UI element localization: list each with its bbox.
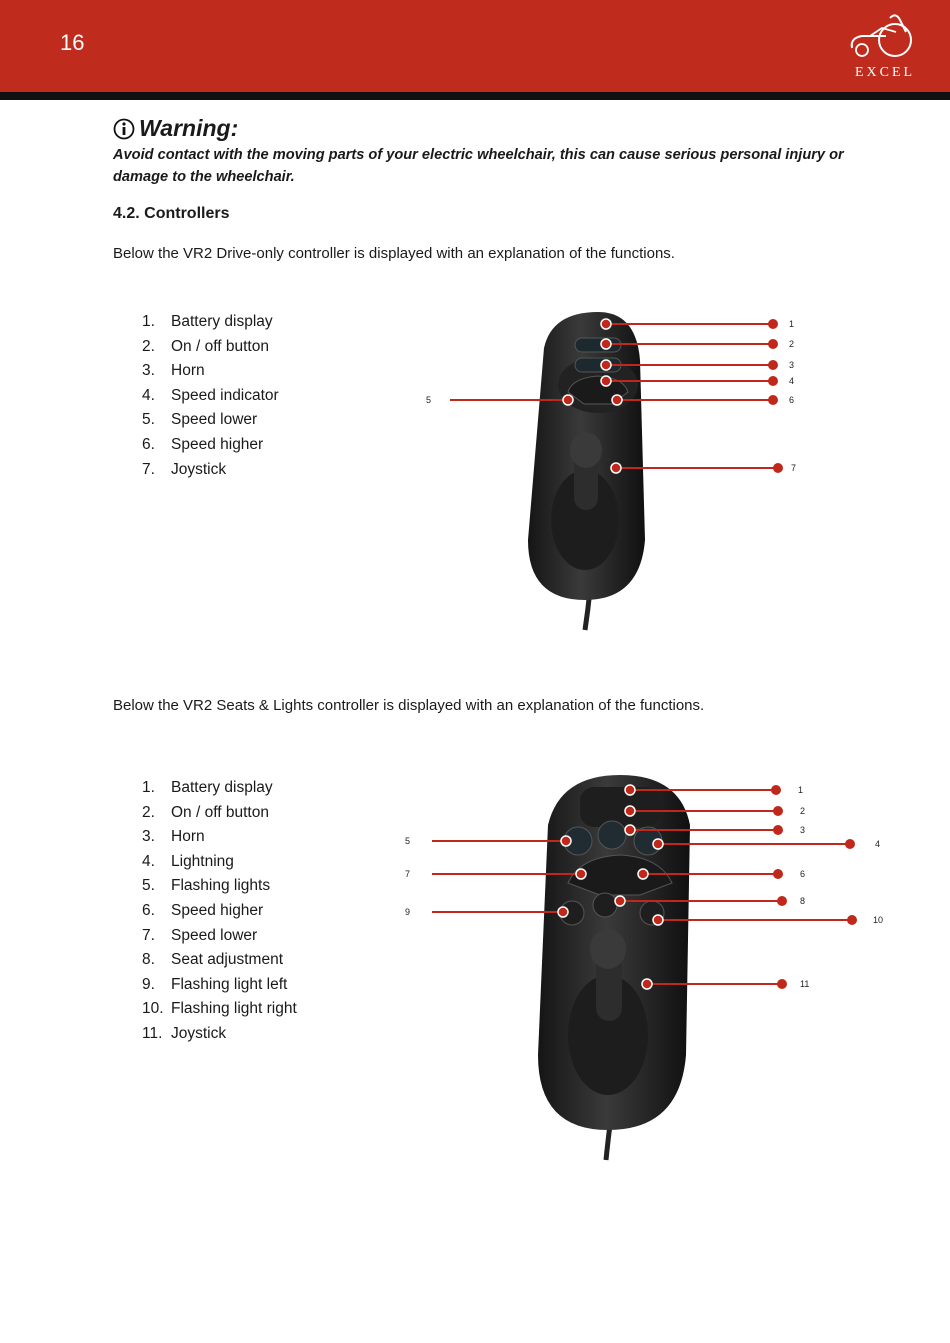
callout-dot: [773, 806, 783, 816]
list-item-label: On / off button: [171, 337, 269, 355]
callout-dot: [847, 915, 857, 925]
list-item-number: 8.: [142, 951, 155, 969]
list-item-label: Joystick: [171, 1024, 227, 1042]
excel-logo-icon: [840, 10, 930, 85]
list-item-number: 10.: [142, 1000, 164, 1018]
callout-dot: [576, 869, 586, 879]
callout-label: 1: [789, 319, 795, 329]
list-item-number: 2.: [142, 337, 155, 355]
callout-dot: [653, 915, 663, 925]
callout-dot: [611, 463, 621, 473]
list-item-number: 7.: [142, 926, 155, 944]
callout-dot: [773, 463, 783, 473]
callout-dot: [558, 907, 568, 917]
callout-dot: [773, 869, 783, 879]
list-item-label: Flashing light right: [171, 1000, 297, 1018]
callout-label: 9: [405, 907, 411, 917]
callout-dot: [642, 979, 652, 989]
list-item-label: Lightning: [171, 852, 234, 870]
list-item-number: 6.: [142, 901, 155, 919]
callout-dot: [638, 869, 648, 879]
callout-label: 6: [789, 395, 795, 405]
callout-label: 7: [405, 869, 411, 879]
callout-dot: [768, 339, 778, 349]
callout-dot: [563, 395, 573, 405]
warning-text: Avoid contact with the moving parts of your electric wheelchair, this can cause serious personal injury or damage to the wheelchair.: [113, 147, 844, 185]
callout-label: 2: [800, 806, 806, 816]
callout-label: 8: [800, 896, 806, 906]
list-item-label: Speed higher: [171, 435, 264, 453]
callout-dot: [625, 806, 635, 816]
list-item-label: Speed lower: [171, 926, 258, 944]
callout-dot: [768, 319, 778, 329]
callout-label: 2: [789, 339, 795, 349]
callout-dot: [777, 979, 787, 989]
callout-dot: [768, 376, 778, 386]
callout-label: 11: [800, 979, 810, 989]
list-item-label: Speed higher: [171, 901, 264, 919]
callout-dot: [768, 360, 778, 370]
callout-dot: [612, 395, 622, 405]
warning-title-text: Warning:: [139, 115, 239, 141]
list-item-label: Horn: [171, 828, 205, 846]
callout-dot: [771, 785, 781, 795]
callout-dot: [768, 395, 778, 405]
list-item-label: Speed indicator: [171, 386, 279, 404]
list-item-number: 1.: [142, 313, 155, 330]
list-item-label: Horn: [171, 362, 205, 380]
callout-label: 3: [789, 360, 795, 370]
callout-label: 3: [800, 825, 806, 835]
callout-dot: [773, 825, 783, 835]
callout-label: 1: [798, 785, 804, 795]
callout-label: 5: [426, 395, 432, 405]
callout-label: 7: [791, 463, 797, 473]
info-circle-icon: [113, 118, 135, 140]
list-item-label: On / off button: [171, 803, 269, 821]
callout-dot: [601, 339, 611, 349]
list-item-number: 11.: [142, 1024, 163, 1042]
list-item-label: Seat adjustment: [171, 951, 284, 969]
list-item-number: 1.: [142, 779, 155, 796]
list-item-number: 3.: [142, 362, 155, 380]
warning-title: [113, 115, 238, 142]
intro-seats: Below the VR2 Seats & Lights controller is displayed with an explanation of the functions.: [113, 697, 705, 714]
list-item-number: 6.: [142, 435, 155, 453]
list-item-label: Speed lower: [171, 411, 258, 429]
section-title: 4.2. Controllers: [113, 205, 230, 222]
list-item-number: 9.: [142, 975, 155, 993]
logo-text: EXCEL: [854, 65, 916, 80]
callout-label: 4: [789, 376, 795, 386]
header-rule: [0, 92, 950, 100]
list-item-label: Battery display: [171, 779, 273, 796]
intro-drive: Below the VR2 Drive-only controller is displayed with an explanation of the functions.: [113, 245, 675, 262]
list-item-number: 4.: [142, 852, 155, 870]
callout-dot: [625, 825, 635, 835]
list-item-label: Flashing lights: [171, 877, 271, 895]
list-item-number: 2.: [142, 803, 155, 821]
callout-dot: [777, 896, 787, 906]
callout-dot: [561, 836, 571, 846]
callout-label: 4: [875, 839, 881, 849]
list-item-number: 5.: [142, 411, 155, 429]
callout-label: 6: [800, 869, 806, 879]
list-item-number: 4.: [142, 386, 155, 404]
callout-dot: [601, 319, 611, 329]
list-item-number: 7.: [142, 460, 155, 478]
callout-dot: [653, 839, 663, 849]
list-item-number: 3.: [142, 828, 155, 846]
callout-label: 5: [405, 836, 411, 846]
callout-dot: [845, 839, 855, 849]
callout-dot: [625, 785, 635, 795]
callout-dot: [601, 360, 611, 370]
callout-dot: [601, 376, 611, 386]
list-item-label: Flashing light left: [171, 975, 288, 993]
list-item-label: Battery display: [171, 313, 273, 330]
page-header: [0, 0, 950, 92]
page-number: 16: [60, 30, 85, 55]
list-item-label: Joystick: [171, 460, 227, 478]
list-item-number: 5.: [142, 877, 155, 895]
callout-label: 10: [873, 915, 884, 925]
vr2-drive-controller-diagram: [0, 300, 950, 640]
callout-dot: [615, 896, 625, 906]
vr2-seats-lights-controller-diagram: [0, 765, 950, 1165]
